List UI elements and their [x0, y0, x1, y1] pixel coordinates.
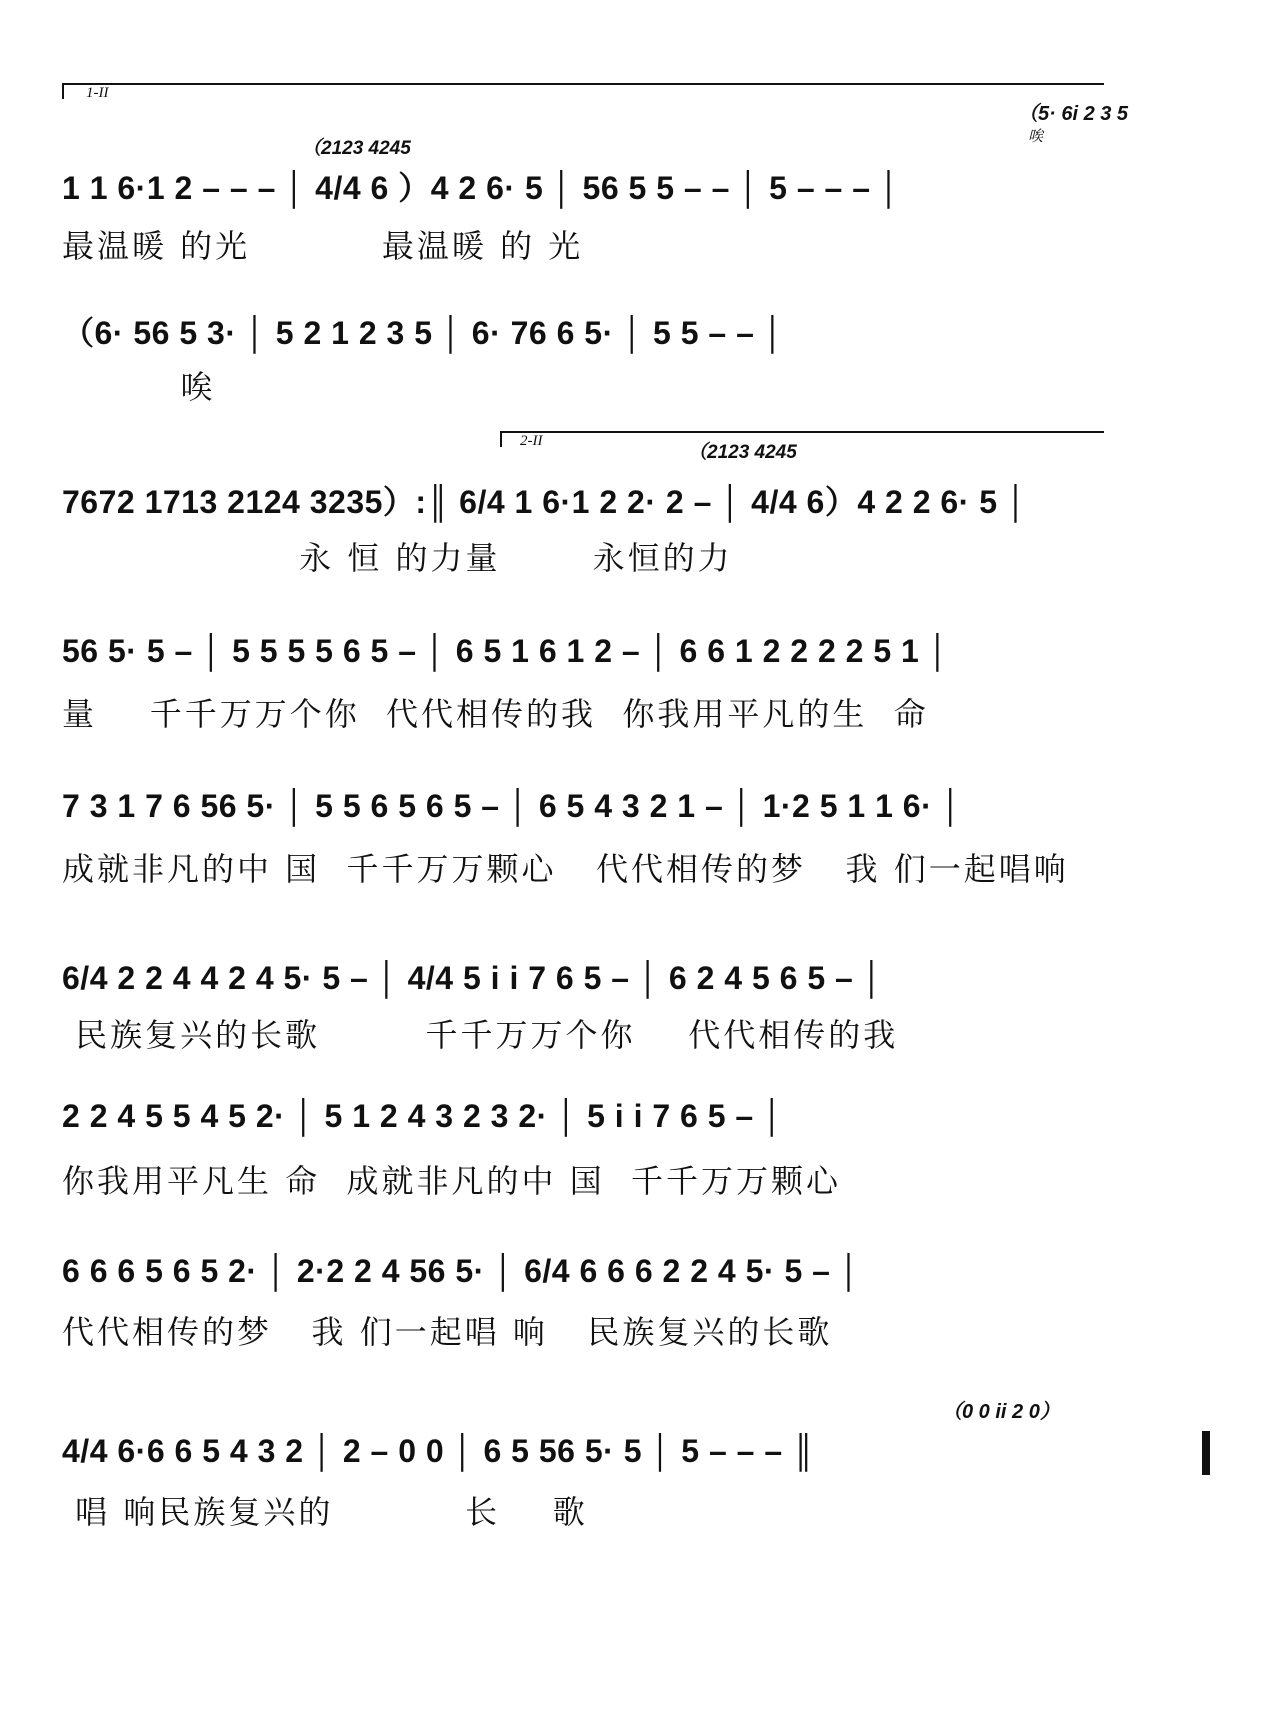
lyrics-line: 唱 响民族复兴的 长 歌: [62, 1493, 588, 1531]
notation-line: 6/4 2 2 4 4 2 4 5· 5 – │ 4/4 5 i i 7 6 5 – │ 6 2 4 5 6 5 – │: [62, 960, 884, 996]
score-system-7: [62, 1090, 1212, 1210]
notation-line: 7672 1713 2124 3235）:║ 6/4 1 6·1 2 2· 2 – │ 4/4 6）4 2 2 6· 5 │: [62, 484, 1028, 520]
volta-label: 1-II: [86, 85, 109, 101]
lyrics-line: 代代相传的梦 我 们一起唱 响 民族复兴的长歌: [62, 1313, 833, 1351]
volta-label: 2-II: [520, 433, 543, 449]
score-system-2: [62, 300, 1212, 410]
notation-line: 4/4 6·6 6 5 4 3 2 │ 2 – 0 0 │ 6 5 56 5· 5 │ 5 – – – ║: [62, 1433, 816, 1469]
notation-line: 1 1 6·1 2 – – – │ 4/4 6 ）4 2 6· 5 │ 56 5 5 – – │ 5 – – – │: [62, 170, 901, 206]
lyrics-line: 民族复兴的长歌 千千万万个你 代代相传的我: [62, 1016, 899, 1054]
ornament-word: 唉: [1028, 129, 1044, 145]
lyrics-line: 你我用平凡生 命 成就非凡的中 国 千千万万颗心: [62, 1162, 842, 1200]
notation-line: 2 2 4 5 5 4 5 2· │ 5 1 2 4 3 2 3 2· │ 5 i i 7 6 5 – │: [62, 1098, 784, 1134]
score-system-8: [62, 1245, 1212, 1365]
notation-line: 56 5· 5 – │ 5 5 5 5 6 5 – │ 6 5 1 6 1 2 – │ 6 6 1 2 2 2 2 5 1 │: [62, 633, 950, 669]
final-barline: [1202, 1431, 1210, 1475]
notation-line: 7 3 1 7 6 56 5· │ 5 5 6 5 6 5 – │ 6 5 4 3 2 1 – │ 1·2 5 1 1 6· │: [62, 788, 963, 824]
inline-intro: （2123 4245: [302, 138, 411, 159]
score-system-9: [62, 1395, 1212, 1545]
notation-line: 6 6 6 5 6 5 2· │ 2·2 2 4 56 5· │ 6/4 6 6 6 2 2 4 5· 5 – │: [62, 1253, 861, 1289]
score-system-5: [62, 780, 1212, 900]
lyrics-line: 唉: [62, 368, 216, 406]
notation-line: （6· 56 5 3· │ 5 2 1 2 3 5 │ 6· 76 6 5· │ 5 5 – – │: [62, 315, 785, 351]
lyrics-line: 成就非凡的中 国 千千万万颗心 代代相传的梦 我 们一起唱响: [62, 850, 1069, 888]
ornament-notes: （0 0 ii 2 0）: [942, 1401, 1060, 1423]
score-system-6: [62, 940, 1212, 1060]
lyrics-line: 最温暖 的光 最温暖 的 光: [62, 227, 584, 265]
lyrics-line: 量 千千万万个你 代代相传的我 你我用平凡的生 命: [62, 695, 929, 733]
score-system-3: [62, 425, 1212, 585]
score-system-1: [62, 75, 1212, 265]
volta-bracket: [500, 431, 1104, 447]
ornament-notes: （5· 6i 2 3 5: [1018, 103, 1129, 125]
volta-bracket: [62, 83, 1104, 99]
inline-intro: （2123 4245: [688, 442, 797, 463]
lyrics-line: 永 恒 的力量 永恒的力: [62, 539, 733, 577]
score-system-4: [62, 625, 1212, 745]
